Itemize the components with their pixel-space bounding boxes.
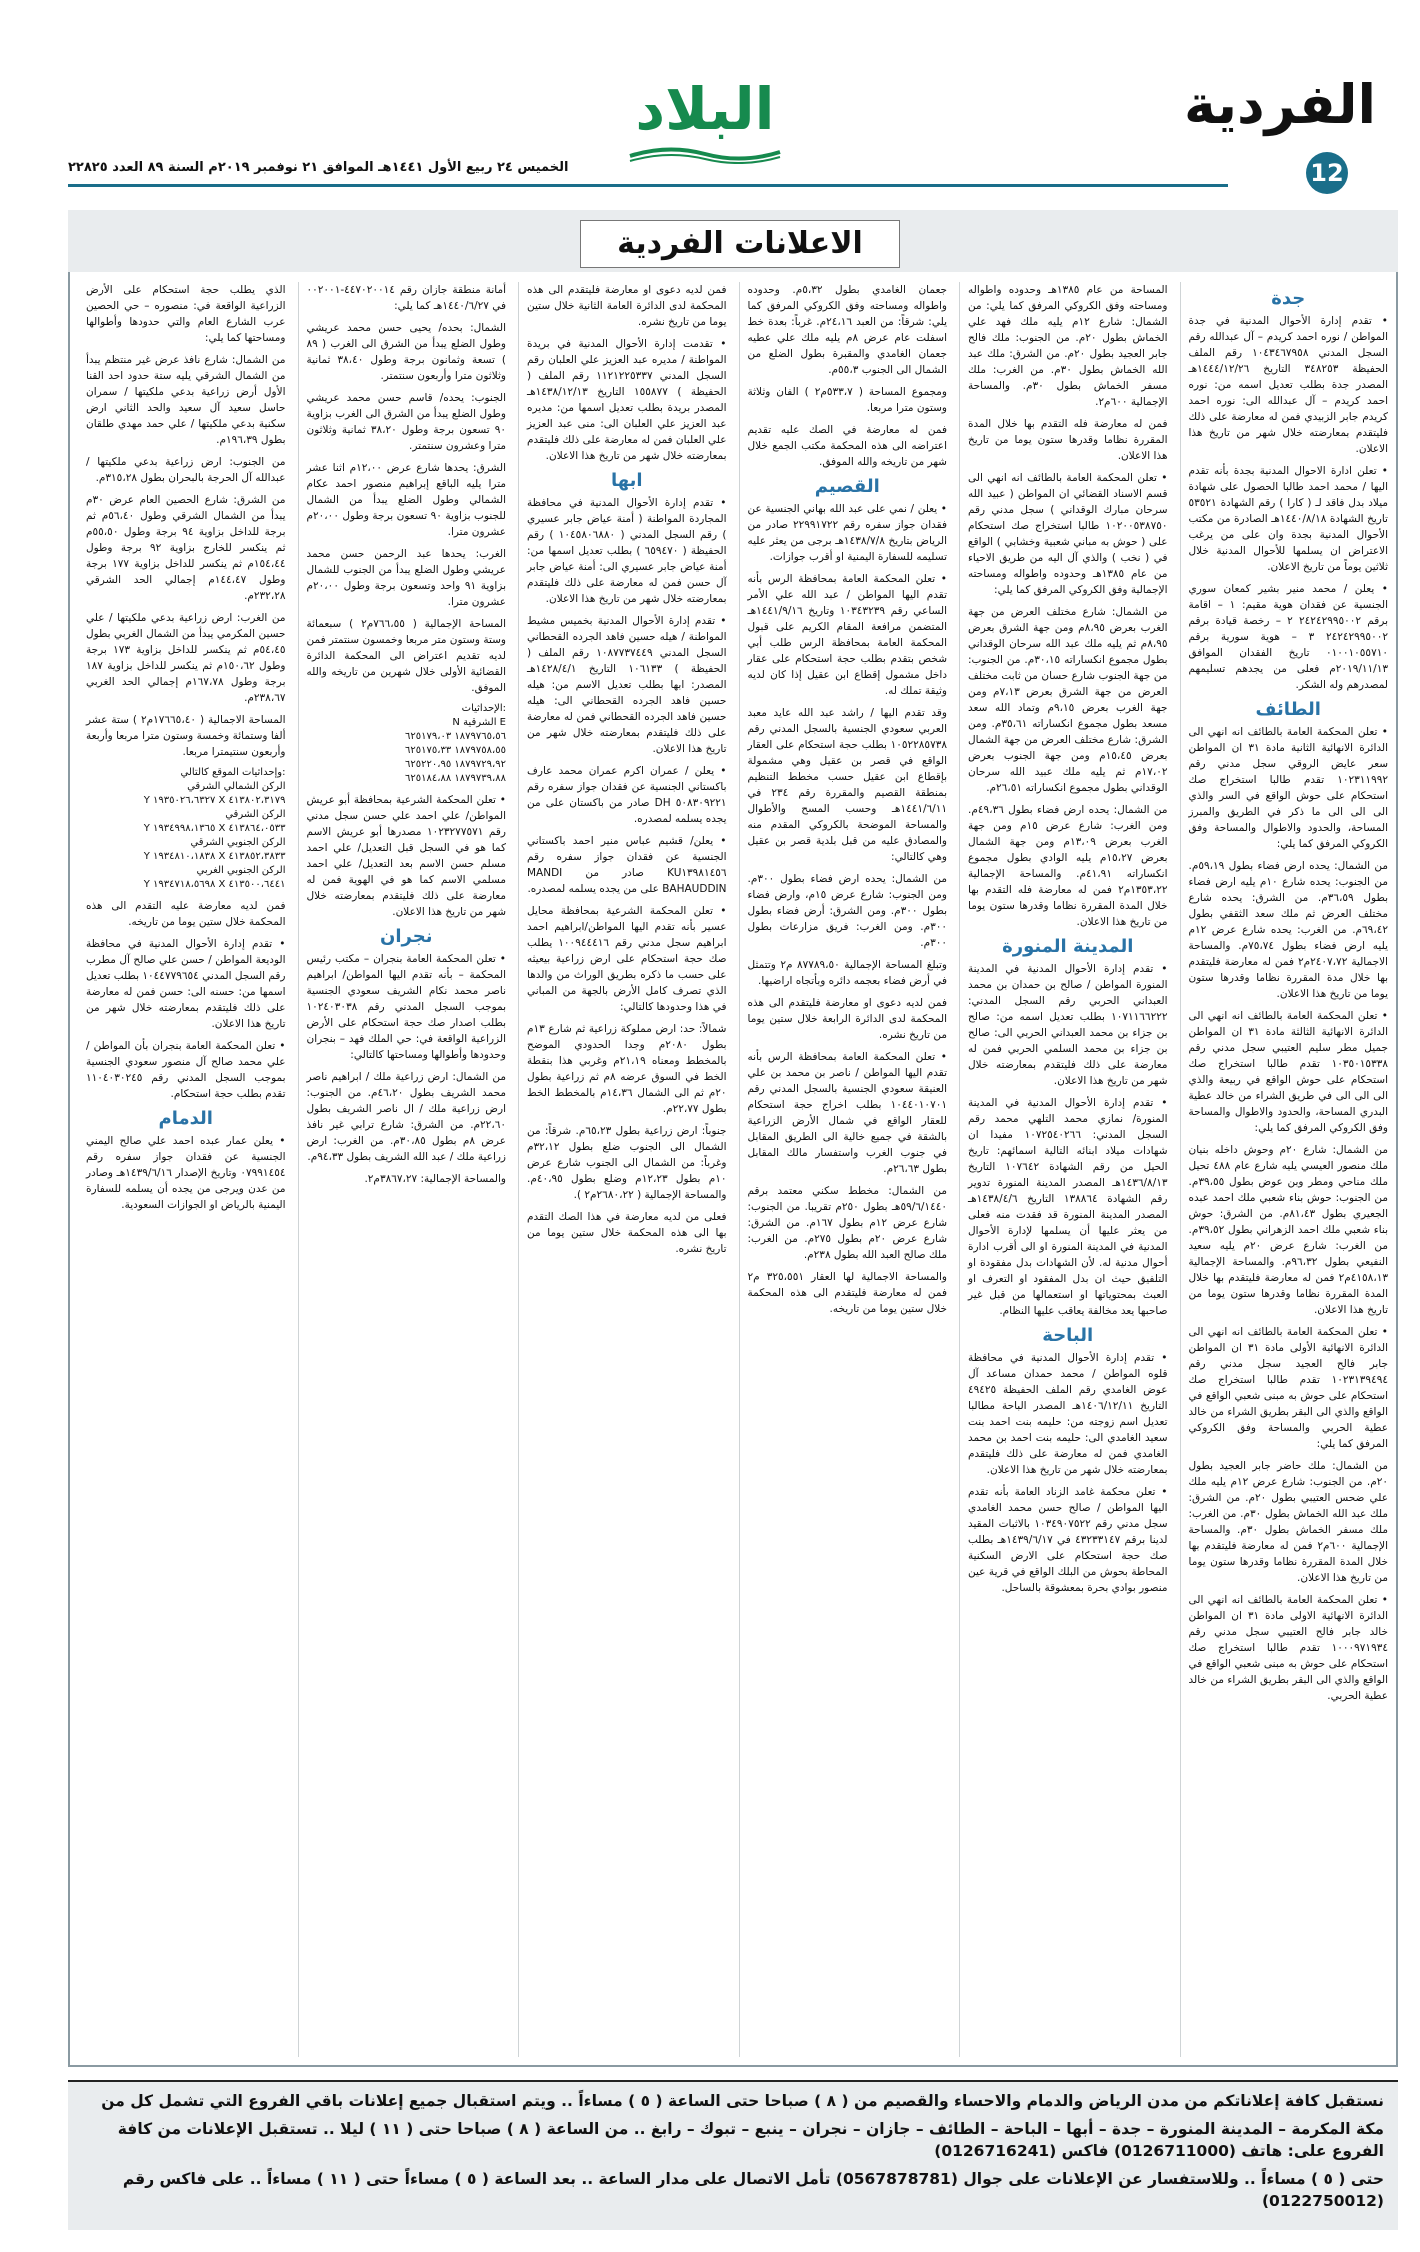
coordinates-title: وإحداثيات الموقع كالتالي:	[180, 767, 286, 778]
classified-ad: فعلى من لديه معارضة في هذا الصك التقدم بها الى هذه المحكمة خلال ستين يوما من تاريخ نشره.	[527, 1211, 727, 1255]
classified-ad: • تقدم إدارة الأحوال المدنية في المدينة المنورة المواطن / صالح بن حمدان بن محمد العبداني الحربي رقم السجل المدني: ١٠٧١١٦٦٢٢٢ بطلب تعديل اسمه من: صالح بن جزاء بن محمد العبداني الحربي الى: صالح بن جزاء بن محمد السلمي الحربي فمن له معارضة على ذلك فليتقدم بمعارضته خلال شهر من تاريخ هذا الاعلان.	[968, 963, 1168, 1087]
footer-fax-2: 0122750012	[1269, 2192, 1377, 2210]
coordinates-row: الركن الجنوبي الشرقي	[190, 837, 286, 848]
coordinates-row: الركن الشمالي الشرقي	[187, 781, 286, 792]
classified-ad: • تقدم إدارة الأحوال المدنية في جدة المواطن / نوره احمد كريدم – آل عبدالله رقم السجل المدني ١٠٤٣٤٦٧٩٥٨ رقم الملف الحفيظة ٣٤٨٢٥٣ التاريخ ١٤٤٤/١٢/٢٦هـ المصدر جدة بطلب تعديل اسمه من: نوره احمد كريدم – آل عبدالله الى: نوره احمد كريدم جابر الزبيدي فمن له معارضة على ذلك فليتقدم بمعارضته خلال شهر من تاريخ هذا الاعلان.	[1188, 315, 1388, 455]
classified-ad: الغرب: يحدها عبد الرحمن حسن محمد عريشي وطول الضلع يبدأ من الجنوب للشمال بزاوية ٩١ واحد وتسعون برجة وطول ٢٠،٠٠م عشرون مترا.	[306, 548, 506, 608]
classified-ad: شمالاً: حد: ارض مملوكة زراعية ثم شارع ١٣م بطول ٢٠٨٠م وجدا الحدودي الموضح بالمخطط ومعناه ٢١،١٩م وغربي هذا بنقطة الخط في السوق عرضه ٨م ثم زراعية بطول ٢٠م ثم الى الشمال ١٤،٣٦م بالمخطط الخط بطول ٢٢،٧٧م.	[527, 1023, 727, 1115]
classified-ad: أمانة منطقة جازان رقم ٤٤٧٠٢٠٠١٤-٠٠٢٠٠١ في ١٤٤٠/٦/٢٧هـ كما يلي:	[306, 284, 506, 312]
ad-column	[1180, 282, 1389, 2057]
classified-ad: وقد تقدم اليها / راشد عبد الله عايد معبد العربي سعودي الجنسية بالسجل المدني رقم ١٠٥٢٢٨٥٧٣٨ بطلب حجة استحكام على العقار الواقع في قصر بن عقيل وهي مشمولة بإقطاع ابن عقيل حسب مخطط التنظيم بمنطقة القصيم والمقررة رقم ٢٣٤ في ١٤٤١/٦/١١هـ وحسب المسح والأطوال والمساحة الموضحة بالكروكي المقدم منه والمصادق عليه من قبل بلدية قصر بن عقيل وهي كالتالي:	[747, 707, 947, 863]
city-heading: ابها	[610, 470, 643, 491]
classified-ad: • تقدم إدارة الأحوال المدنية في محافظة المجاردة المواطنة ( أمنة عياض جابر عسيري ) رقم السجل المدني ( ١٠٤٥٨٠٦٨٨٠ ) رقم الحفيظة ( ٦٥٩٤٧٠ ) بطلب تعديل اسمها من: أمنة عياض جابر عسيري الى: أمنة عياض جابر آل حسن فمن له معارضة على ذلك فليتقدم بمعارضته خلال شهر من تاريخ هذا الاعلان.	[527, 497, 727, 605]
classified-ad: • تعلن المحكمة العامة بالطائف انه انهي الى الدائرة الانهائية الثانية مادة ٣١ ان المواطن سعر عايض الروقي سجل مدني رقم ١٠٢٣١١٩٩٢ تقدم طالبا استخراج صك استحكام على حوش الواقع في السر والذي الى الى الى ما ذكر في الطريق والمبرز المساحة، والحدود والاطوال والمساحة وفق الكروكي المرفق كما يلي:	[1188, 726, 1388, 850]
city-heading: المدينة المنورة	[1002, 936, 1134, 957]
ad-column	[518, 282, 727, 2057]
classified-ad: المساحة من عام ١٣٨٥هـ وحدوده واطواله ومساحته وفق الكروكي المرفق كما يلي: من الشمال: شارع ١٢م يليه ملك فهد علي الخماش بطول ٢٠م. من الجنوب: ملك فالح جابر العجيد بطول ٢٠م. من الشرق: ملك عبد الله الخماش بطول ٣٠م. من الغرب: ملك مسفر الخماش بطول ٣٠م. والمساحة الإجمالية ٦٠٠م٢.	[968, 284, 1168, 408]
ad-columns	[78, 282, 1388, 2057]
logo-waves-icon	[628, 144, 782, 164]
city-heading: نجران	[380, 926, 433, 947]
coordinates-row: N الشرقية E	[452, 717, 506, 728]
coordinates-row: Y ١٩٣٥٠٢٦،٦٣٢٧ X ٤١٣٨٠٢،٣١٧٩	[143, 795, 286, 806]
page-header	[0, 0, 1420, 200]
classified-ad: • تعلن ادارة الاحوال المدنية بجدة بأنه تقدم اليها / محمد احمد طالبا الحصول على شهادة ميلاد بدل فاقد لـ ( كارا ) رقم الشهادة ٥٣٥٢١ تاريخ الشهادة ١٤٤٠/٨/١٨هـ الصادرة من مكتب الأحوال المدنية بجدة وان على من يرغب الاعتراض ان يسلمها للأحوال المدنية خلال ثلاثين يوماً من تاريخ الاعلان.	[1188, 465, 1388, 573]
newspaper-logo	[620, 75, 790, 170]
classified-ad: • تعلن المحكمة العامة بنجران – مكتب رئيس المحكمة – بأنه تقدم اليها المواطن/ ابراهيم ناصر محمد نكام الشريف سعودي الجنسية بموجب السجل المدني رقم ١٠٢٤٠٣٠٣٨ بطلب اصدار صك حجة استحكام على الأرض الزراعية الواقعة في: حي الملك فهد – بنجران وحدودها وأطوالها ومساحتها كالتالي:	[306, 953, 506, 1061]
classified-ad: الذي يطلب حجة استحكام على الأرض الزراعية الواقعة في: منصوره – حي الحصين عرب الشارع العام والتي حدودها وأطوالها ومساحتها كما يلي:	[86, 284, 286, 344]
classified-ad: • يعلن عمار عبده احمد علي صالح اليمني الجنسية عن فقدان جواز سفره رقم ٠٧٩٩١٤٥٤ وتاريخ الإصدار ١٤٣٩/٦/١٦هـ وصادر من عدن ويرجى من يجده أن يسلمه للسفارة اليمنية بالرياض او الجوازات السعودية.	[86, 1135, 286, 1211]
classified-ad: • تقدم إدارة الأحوال المدنية بخميس مشيط المواطنة / هيله حسين فاهد الجرده القحطاني السجل المدني ١٠٨٧٧٣٧٤٤٩ رقم الملف ( الحفيظة ) ١٠٦١٣٣ التاريخ ١٤٢٨/٤/١هـ المصدر: ابها بطلب تعديل الاسم من: هيله حسين فاهد الجرده القحطاني الى: هيله حسين فاهد الجرده القحطاني فمن له معارضة على ذلك فليتقدم بمعارضته خلال شهر من تاريخ هذا الاعلان.	[527, 615, 727, 755]
classified-ad: الشرق: يحدها شارع عرض ١٢،٠٠م اثنا عشر مترا يليه الباقع إبراهيم منصور احمد عكام الشمالي وطول الضلع يبدأ من الشمال للجنوب بزاوية ٩٠ تسعون برجة وطول ٢٠،٠٠م عشرون مترا.	[306, 462, 506, 538]
logo-wordmark: البلاد	[635, 75, 775, 143]
footer-line-1	[82, 2090, 1384, 2112]
classified-ad: • تعلن المحكمة العامة بالطائف انه انهي الى قسم الاسناد القضائي ان المواطن ( عبيد الله سرحان مبارك الوقداني ) سجل مدني رقم ١٠٢٠٠٥٣٨٧٥٠ طالبا استخراج صك استحكام على ( حوش به مباني شعبية وخشابي ) الواقع في ( نخب ) والذي آل اليه من طريق الاحياء من عام ١٣٨٥هـ وحدوده واطواله ومساحته الإجمالية وفق الكروكي المرفق كما يلي:	[968, 472, 1168, 596]
classified-ad: ومجموع المساحة ( ٥٣٣،٧م٢ ) الفان وثلاثة وستون مترا مربعا.	[747, 386, 947, 414]
classified-ad: • تقدم إدارة الأحوال المدنية في محافظة قلوه المواطن / محمد حمدان مساعد آل عوض الغامدي رقم الملف الحفيظة ٤٩٤٢٥ التاريخ ١٤٠٦/١٢/١١هـ المصدر الباحة مطالبا تعديل اسم زوجته من: حليمه بنت احمد بنت سعيد الغامدي الى: حليمه بنت احمد بن محمد الغامدي فمن له معارضة على ذلك فليتقدم بمعارضته خلال شهر من تاريخ هذا الاعلان.	[968, 1352, 1168, 1476]
classified-ad: • تعلن المحكمة الشرعية بمحافظة محايل عسير بأنه تقدم اليها المواطن/ابراهيم احمد ابراهيم سجل مدني رقم ١٠٠٩٤٤٤١٦ يطلب صك حجة استحكام على ارض زراعية بيعيثه على حسب ما ذكره بطريق الوراث من والدها الذي تصرف كامل الأرض بالجهة من المباني في هذا وحدودها كالتالي:	[527, 905, 727, 1013]
ads-section-title: الاعلانات الفردية	[580, 220, 900, 268]
coordinates-table	[307, 702, 507, 786]
classified-ad: والمساحة الإجمالية: ٣٨٦٧،٢٧م٢.	[364, 1173, 506, 1185]
classified-ad: من الشمال: شارع ٢٠م وحوش داخله بنيان ملك منصور العيسي يليه شارع عام ٤٨٨ تحيل ملك مناحي ومطر وبن عوض بطول ٣٩،٥٥م. من الجنوب: حوش بناء شعبي ملك احمد عبده الجعيري بطول ٨١،٤٣م. من الشرق: حوش بناء شعبي ملك احمد الزهراني بطول ٣٩،٥٢م. من الغرب: شارع عرض ٢٠م يليه سعيد النفيعي بطول ٩٦،٣٢م. والمساحة الإجمالية ٤١٥٨،١٣م٢ فمن له معارضة فليتقدم بها خلال المدة المقررة نظاما وقدرها ستون يوما من تاريخ هذا الاعلان.	[1188, 1144, 1388, 1316]
section-title: الفردية	[1184, 73, 1376, 136]
classified-ad: من الشمال: يحده ارض فضاء بطول ٣٠٠م. ومن الجنوب: شارع عرض ١٥م، وارض فضاء بطول ٣٠٠م. ومن الشرق: أرض فضاء بطول ٣٠٠م. ومن الغرب: فريق مزارعات بطول ٣٠٠م.	[747, 873, 947, 949]
classified-ad: الجنوب: يحده/ قاسم حسن محمد عريشي وطول الضلع يبدأ من الشرق الى الغرب بزاوية ٩٠ تسعون برجة وطول ٣٨،٢٠ ثمانية وثلاثون مترا وعشرون سنتمتر.	[306, 392, 506, 452]
coordinates-row: ١٨٧٩٧٣٩،٨٨ ٦٢٥١٨٤،٨٨	[405, 773, 506, 784]
coordinates-row: Y ١٩٣٤٧١٨،٥٦٩٨ X ٤١٣٥٠٠،٦٤٤١	[143, 879, 286, 890]
classified-ad: • يعلن / عمران اكرم عمران محمد عارف باكستاني الجنسية عن فقدان جواز سفره رقم ٥٠٨٣٠٩٢٢١ DH صادر من باكستان على من يجده يسلمه لمصدره.	[527, 765, 727, 825]
ad-column	[78, 282, 286, 2057]
city-heading: جدة	[1271, 288, 1306, 309]
footer-line-2: مكة المكرمة – المدينة المنورة – جدة – أبها – الباحة – الطائف – جازان – نجران – ينبع – تبوك – رابغ .. من الساعة ( ٨ ) صباحا حتى ( ١١ ) ليلا .. تستقبل الإعلانات من كافة الفروع على: هاتف (0126711000) فاكس (0126716241)	[117, 2120, 1384, 2160]
footer-fax: 0126716241	[941, 2142, 1050, 2160]
classified-ad: فمن له معارضة فله التقدم بها خلال المدة المقررة نظاما وقدرها ستون يوما من تاريخ هذا الاعلان.	[968, 418, 1168, 462]
footer-phone: 0126711000	[1121, 2142, 1229, 2160]
footer-line-3-text: حتى ( ٥ ) مساءاً .. وللاستفسار عن الإعلانات على جوال	[963, 2170, 1384, 2188]
classified-ad: جعمان الغامدي بطول ٥،٣٢م. وحدوده واطواله ومساحته وفق الكروكي المرفق كما يلي: شرقاً: من العبد ٢٤،١٦م. غرباً: بعدة خط اسفلت عام عرض ٨م يليه ملك علي عطيه جعمان الغامدي والمقبرة بطول الضلع من الشمال الى الجنوب ٥٥،٣م.	[747, 284, 947, 376]
ad-column	[739, 282, 948, 2057]
footer-fax-label: فاكس	[1061, 2142, 1109, 2160]
issue-dateline: الخميس ٢٤ ربيع الأول ١٤٤١هـ الموافق ٢١ نوفمبر ٢٠١٩م السنة ٨٩ العدد ٢٢٨٢٥	[68, 160, 569, 175]
coordinates-row: ١٨٧٩٧٢٩،٩٢ ٦٢٥٢٢٠،٩٥	[405, 759, 506, 770]
classified-ad: • تعلن المحكمة العامة بنجران بأن المواطن / علي محمد صالح آل منصور سعودي الجنسية بموجب السجل المدني رقم ١١٠٤٠٣٠٢٤٥ تقدم بطلب حجة استحكام.	[86, 1040, 286, 1100]
classified-ad: • تعلن المحكمة العامة بالطائف انه انهي الى الدائرة الانهائية الأولى مادة ٣١ ان المواطن جابر فالح العجيد سجل مدني رقم ١٠٢٣١٣٩٤٩٤ تقدم طالبا استخراج صك استحكام على حوش به مبنى شعبي الواقع في الواقع والذي الى البقر بطريق الشراء من خالد عطية الحربي والمساحة وفق الكروكي المرفق كما يلي:	[1188, 1326, 1388, 1450]
header-divider	[68, 184, 1228, 187]
classified-ad: المساحة الإجمالية ( ٧٦٦،٥٥م٢ ) سبعمائة وستة وستون متر مربعا وخمسون سنتمتر فمن لديه تقديم اعتراض الى المحكمة الدائرة القضائية الأولى خلال شهرين من تاريخه والله الموفق.	[306, 618, 506, 694]
classified-ad: • يعلن/ قشيم عباس منير احمد باكستاني الجنسية عن فقدان جواز سفره رقم KU١٣٩٨١٤٥٦ صادر من MANDI BAHAUDDIN على من يجده يسلمه لمصدره.	[527, 835, 727, 895]
classified-ad: من الشمال: ملك حاضر جابر العجيد بطول ٢٠م. من الجنوب: شارع عرض ١٢م يليه ملك علي ضحس العتيبي بطول ٢٠م. من الشرق: ملك عبد الله الخماش بطول ٣٠م. من الغرب: ملك مسفر الخماش بطول ٣٠م. والمساحة الإجمالية ٦٠٠م٢ فمن له معارضة فليتقدم بها خلال المدة المقررة نظاما وقدرها ستون يوما من تاريخ هذا الاعلان.	[1188, 1460, 1388, 1584]
coordinates-row: الركن الشرقي	[225, 809, 286, 820]
footer-line-1-text: نستقبل كافة إعلاناتكم من مدن الرياض والدمام والاحساء والقصيم من ( ٨ ) صباحا حتى الساعة ( ٥ ) مساءاً .. ويتم استقبال جميع إعلانات باقي الفروع التي تشمل كل من	[101, 2092, 1384, 2110]
classified-ad: من الشمال: مخطط سكني معتمد برقم ٥٩/٦/١٤٤٠هـ بطول ٢٥٠م تقريبا. من الجنوب: شارع عرض ١٢م بطول ١٦٧م. من الشرق: شارع عرض ٢٠م بطول ٢٧٥م. من الغرب: ملك صالح العبد الله بطول ٢٣٨م.	[747, 1185, 947, 1261]
footer-mobile: 0567878781	[842, 2170, 951, 2188]
classified-ad: فمن لديه معارضة عليه التقدم الى هذه المحكمة خلال ستين يوما من تاريخه.	[86, 900, 286, 928]
city-heading: القصيم	[814, 476, 880, 497]
classified-ad: فمن لديه دعوى او معارضة فليتقدم الى هذه المحكمة لدى الدائرة الرابعة خلال ستين يوما من تاريخ نشره.	[747, 997, 947, 1041]
footer-line-3b-text: تأمل الاتصال على مدار الساعة .. بعد الساعة ( ٥ ) مساءاً حتى ( ١١ ) مساءاً .. على فاكس رقم	[122, 2170, 831, 2188]
coordinates-table	[86, 766, 286, 892]
classified-ad: من الجنوب: ارض زراعية بدعي ملكيتها / عبدالله آل الحرجة بالبحران بطول ٣١٥،٢٨م.	[86, 456, 286, 484]
classified-ad: • تعلن المحكمة العامة بالطائف انه انهي الى الدائرة الانهائية الثالثة مادة ٣١ ان المواطن جميل مطر سليم العتيبي سجل مدني رقم ١٠٣٥٠١٥٣٣٨ تقدم طالبا استخراج صك استحكام على حوش الواقع في ربيعة والذي الى الى الى في طريق الشراء من خالد عطية البدري المساحة، والحدود والاطوال والمساحة وفق الكروكي المرفق كما يلي:	[1188, 1010, 1388, 1134]
classified-ad: • تقدمت إدارة الأحوال المدنية في بريدة المواطنة / مديره عبد العزيز علي العلبان رقم السجل المدني ١١٢١٢٢٥٣٣٧ رقم الملف ( الحفيظة ) ١٥٥٨٧٧ التاريخ ١٤٣٨/١٢/١٣هـ المصدر بريدة بطلب تعديل اسمها من: مديره عبد العزيز علي العلبان الى: منى عبد العزيز علي العلبان فمن له معارضة على ذلك فليتقدم بمعارضته خلال شهر من تاريخ هذا الاعلان.	[527, 338, 727, 462]
coordinates-title: الإحداثيات:	[461, 703, 506, 714]
coordinates-row: ١٨٧٩٧٦٥،٥٦ ٦٢٥١٧٩،٠٣	[405, 731, 506, 742]
city-heading: الدمام	[158, 1108, 213, 1129]
classified-ad: • تعلن المحكمة العامة بمحافظة الرس بأنه تقدم اليها المواطن / عبد الله علي الأمر الساعي رقم ١٠٣٤٣٢٣٩ وتاريخ ١٤٤١/٩/١٦هـ المتضمن مرافعة المقام الكريم على قبول المحكمة العامة بمحافظة الرس طلب أبي شخص بتقدم بطلب حجة استحكام على عقار داخل مشمول إقطاع ابن عقيل إذا كان لديه وثيقة تملك له.	[747, 573, 947, 697]
classified-ad: الشمال: بحده/ يحيى حسن محمد عريشي وطول الضلع يبدأ من الشرق الى الغرب ( ٨٩ ) تسعة وثمانون برجة وطول ٣٨،٤٠ ثمانية وثلاثون مترا وأربعون سنتمتر.	[306, 322, 506, 382]
classified-ad: • تقدم إدارة الأحوال المدنية في المدينة المنورة/ نمازي محمد التلهي محمد رقم السجل المدني: ١٠٧٢٥٤٠٢٦٦ مفيدا ان شهادات ميلاد ابنائه التالية اسمائهم: تاريخ الحيل من رقم الشهادة ١٠٧٦٤٢ التاريخ ١٤٣٦/٨/١٣هـ المصدر المدينة المنورة تدوير رقم الشهادة ١٣٨٨٦٤ التاريخ ١٤٣٨/٤/٦هـ المصدر المدينة المنورة قد فقدت منه فعلى من يعثر عليها أن يسلمها لإدارة الأحوال المدنية في المدينة المنورة او الى أقرب ادارة أحوال مدنية له. لأن الشهادات بدل مفقودة او التلفيق حيث ان بدل المفقود او التعرف او العبث بمحتوياتها او استعمالها من قبل غير صاحبها يعد مخالفة يعاقب عليها النظام.	[968, 1097, 1168, 1317]
classified-ad: • تعلن المحكمة العامة بمحافظة الرس بأنه تقدم اليها المواطن / ناصر بن محمد بن علي العنيقة سعودي الجنسية بالسجل المدني رقم ١٠٤٤٠١٠٧٠١ بطلب اخراج حجة استحكام للعقار الواقع في شمال الأرض الزراعية بالشقة في جميع خالية الى الطريق المقابل في جنوب الغرب واستفسار مالك المقابل بطول ٢٦،٦٣م.	[747, 1051, 947, 1175]
classified-ad: من الشمال: يحده ارض فضاء بطول ٥٩،١٩م. من الجنوب: يحده شارع ١٠م يليه ارض فضاء بطول ٣٦،٥٩م. من الشرق: يحده شارع مختلف العرض ثم ملك سعد الثقفي بطول ٦٩،٤٢م. من الغرب: يحده شارع عرض ١٢م يليه ارض فضاء بطول ٧٥،٧٤م. والمساحة الاجمالية ٢٤٠٧،٧٢م٢ فمن له معارضة فليتقدم بها خلال مدة المقررة نظاما وقدرها ستون يوما من تاريخ هذا الاعلان.	[1188, 860, 1388, 1000]
coordinates-row: Y ١٩٣٤٩٩٨،١٣٦٥ X ٤١٣٨٦٤،٠٥٣٣	[143, 823, 286, 834]
coordinates-row: Y ١٩٣٤٨١٠،١٨٣٨ X ٤١٣٨٥٢،٣٨٣٣	[143, 851, 286, 862]
classified-ad: من الشرق: شارع الحصين العام عرض ٣٠م يبدأ من الشمال الشرقي وطول ٥٦،٤٠م ثم برجة للداخل بزاوية ٩٤ برجة وطول ٥٥،٥٠م ثم ينكسر للخارج بزاوية ٩٢ برجة وطول ١٥٤،٤٤م ثم ينكسر للداخل بزاوية ١٧٧ برجة وطول ١٤٤،٤٧م إجمالي الحد الشرقي ٢٣٢،٢٨م.	[86, 494, 286, 602]
classified-ad: من الشمال: شارع نافذ عرض غير منتظم يبدأ من الشمال الشرقي يليه ستة حدود احد القنا الأول أرض زراعية بدعي ملكيتها / سمران حاسل سعيد آل سعيد والحد الثاني ارض سكنية بدعي ملكيتها / علي حمد مهدي طلقان بطول ١٩٦،٣٩م.	[86, 354, 286, 446]
coordinates-row: الركن الجنوبي الغربي	[196, 865, 286, 876]
footer-contact-band	[68, 2080, 1398, 2230]
classified-ad: • يعلن / نمي على عبد الله بهاني الجنسية عن فقدان جواز سفره رقم ٢٢٩٩١٧٢٢ صادر من الرياض بتاريخ ١٤٣٨/٧/٨هـ برجى من يعثر عليه تسليمه للسفارة اليمنية او أقرب جوازات.	[747, 503, 947, 563]
classified-ad: • تعلن محكمة غامد الزناد العامة بأنه تقدم اليها المواطن / صالح حسن محمد الغامدي سجل مدني رقم ١٠٣٤٩٠٧٥٢٢ بالاثبات المقيد لدينا برقم ٤٣٢٣٣١٤٧ في ١٤٣٩/٦/١٧هـ بطلب صك حجة استحكام على الارض السكنية المحاطة بحوش من البلك الواقع في قرية عين منصور بوادي بحرة بمعشوقة بالساحل.	[968, 1486, 1168, 1594]
classified-ad: من الشمال: ارض زراعية ملك / ابراهيم ناصر محمد الشريف بطول ٤٦،٢٠م. من الجنوب: ارض زراعية ملك / ال ناصر الشريف بطول ٢٢،٦٠م. من الشرق: شارع ترابي غير نافذ عرض ٨م بطول ٣٠،٨٥م. من الغرب: ارض زراعية ملك / عبد الله الشريف بطول ٩٤،٣٣م.	[306, 1071, 506, 1163]
classified-ad: فمن له معارضة في الصك عليه تقديم اعتراضه الى هذه المحكمة مكتب الجمع خلال شهر من تاريخه والله الموفق.	[747, 424, 947, 468]
page-number-badge: 12	[1306, 152, 1348, 194]
classified-ad: من الغرب: ارض زراعية بدعي ملكيتها / علي حسين المكرمي يبدأ من الشمال الغربي بطول ٥٤،٤٥م ثم ينكسر للداخل بزاوية ١٧٣ برجة وطول ١٥٠،٦٢م ثم ينكسر للداخل بزاوية ١٨٧ برجة وطول ١٦٧،٧٨م إجمالي الحد الغربي ٢٣٨،٦٧م.	[86, 612, 286, 704]
city-heading: الطائف	[1255, 699, 1321, 720]
classified-ad: المساحة الاجمالية ( ١٧٦٦٥،٤٠م٢ ) ستة عشر ألفا وستمائة وخمسة وستون مترا مربعا وأربعة وأربعون سنتيمترا مربعا.	[86, 714, 286, 758]
classified-ad: والمساحة الاجمالية لها العقار ٣٢٥،٥٥١ م٢ فمن له معارضة فليتقدم الى هذه المحكمة خلال ستين يوما من تاريخه.	[747, 1271, 947, 1315]
footer-line-3: حتى ( ٥ ) مساءاً .. وللاستفسار عن الإعلانات على جوال (0567878781) تأمل الاتصال على مدار الساعة .. بعد الساعة ( ٥ ) مساءاً حتى ( ١١ ) مساءاً .. على فاكس رقم (0122750012)	[122, 2170, 1384, 2210]
classified-ad: من الشمال: شارع مختلف العرض من جهة الغرب بعرض ٨،٩٥م ومن جهة الشرق بعرض ٨،٩٥م ثم يليه ملك عبد الله سرحان الوقداني بطول مجموع انكساراته ٣٠،١٥م. من الجنوب: من جهة الجنوب شارع حسان من ثابت مختلف العرض من جهة الشرق بعرض ٧،١٣م ومن جهة الغرب بعرض ٩،١٥م وتماد الله سعد مسعد بطول مجموع انكساراته ٣٥،٦١م. ومن الشرق: شارع مختلف العرض من جهة الشمال بعرض ١٥،٤٥م ومن جهة الجنوب بعرض ١٧،٠٢م ثم يليه ملك عبيد الله سرحان الوقداني بطول مجموع انكساراته ٢٦،٥١م.	[968, 606, 1168, 794]
classified-ad: • تعلن المحكمة الشرعية بمحافظة أبو عريش المواطن/ علي احمد علي حسن سجل مدني رقم ١٠٢٣٢٧٧٥٧١ مصدرها أبو عريش الاسم كما هو في السجل قبل التعديل/ علي احمد مسلم حسن الاسم بعد التعديل/ علي احمد مسلمي الاسم كما هو في الهوية فمن له معارضة على ذلك فليتقدم بمعارضته خلال شهر من تاريخ هذا الاعلان.	[306, 794, 506, 918]
ad-column	[959, 282, 1168, 2057]
classified-ad: • يعلن / محمد منير بشير كمعان سوري الجنسية عن فقدان هوية مقيم: ١ – اقامة برقم ٢٤٢٤٢٩٩٥٠٠٢ ٢ – رخصة قيادة برقم ٢٤٢٤٢٩٩٥٠٠٢ ٣ – هوية سورية برقم ٠١٠٠١٠٥٥٧١٠ تاريخ الفقدان الموافق ٢٠١٩/١١/١٣م فعلى من يجدهم تسليمهم لمصدرهم وله الشكر.	[1188, 583, 1388, 691]
footer-line-2-text: مكة المكرمة – المدينة المنورة – جدة – أبها – الباحة – الطائف – جازان – نجران – ينبع – تبوك – رابغ .. من الساعة ( ٨ ) صباحا حتى ( ١١ ) ليلا .. تستقبل الإعلانات من كافة الفروع على: هاتف	[117, 2120, 1384, 2160]
city-heading: الباحة	[1042, 1325, 1094, 1346]
classified-ad: جنوباً: ارض زراعية بطول ٦٥،٢٣م. شرقاً: من الشمال الى الجنوب ضلع بطول ٣٢،١٢م وغرباً: من الشمال الى الجنوب شارع عرض ١٠م بطول ١٢،٢٣م وضلع بطول ٤٠،٩٥م. والمساحة الإجمالية ( ٢٦٨٠،٢٢م٢ ).	[527, 1125, 727, 1201]
classified-ad: فمن لديه دعوى او معارضة فليتقدم الى هذه المحكمة لدى الدائرة العامة الثانية خلال ستين يوما من تاريخ نشره.	[527, 284, 727, 328]
classified-ad: • تعلن المحكمة العامة بالطائف انه انهي الى الدائرة الانهائية الاولى مادة ٣١ ان المواطن خالد جابر فالح العتيبي سجل مدني رقم ١٠٠٠٩٧١٩٣٤ تقدم طالبا استخراج صك استحكام على حوش به مبنى شعبي الواقع في الواقع والذي الى البقر بطريق الشراء من خالد عطية الحربي.	[1188, 1594, 1388, 1702]
ad-column	[298, 282, 507, 2057]
classified-ad: من الشمال: يحده ارض فضاء بطول ٤٩،٣٦م. ومن الغرب: شارع عرض ١٥م ومن جهة الغرب بعرض ١٣،٠٩م ومن جهة الشمال بعرض ١٥،٢٧م يليه الوادي بطول مجموع انكساراته ٤١،٩١م. والمساحة الإجمالية ١٣٥٣،٢٢م٢ فمن له معارضة فله التقدم بها خلال المدة المقررة نظاما وقدرها ستون يوما من تاريخ هذا الاعلان.	[968, 804, 1168, 928]
classified-ad: وتبلغ المساحة الإجمالية ٨٧٧٨٩،٥٠ م٢ وتتمثل في أرض فضاء بعجمه دائره وبأتجاه اراضيها.	[747, 959, 947, 987]
coordinates-row: ١٨٧٩٧٥٨،٥٥ ٦٢٥١٧٥،٣٣	[405, 745, 506, 756]
classified-ad: • تقدم إدارة الأحوال المدنية في محافظة الوديعة المواطن / حسن علي صالح آل مطرب رقم السجل المدني ١٠٤٤٧٧٩٦٥٤ بطلب تعديل اسمها من: حسنه الى: حسن فمن له معارضة على ذلك فليتقدم بمعارضته خلال شهر من تاريخ هذا الاعلان.	[86, 938, 286, 1030]
